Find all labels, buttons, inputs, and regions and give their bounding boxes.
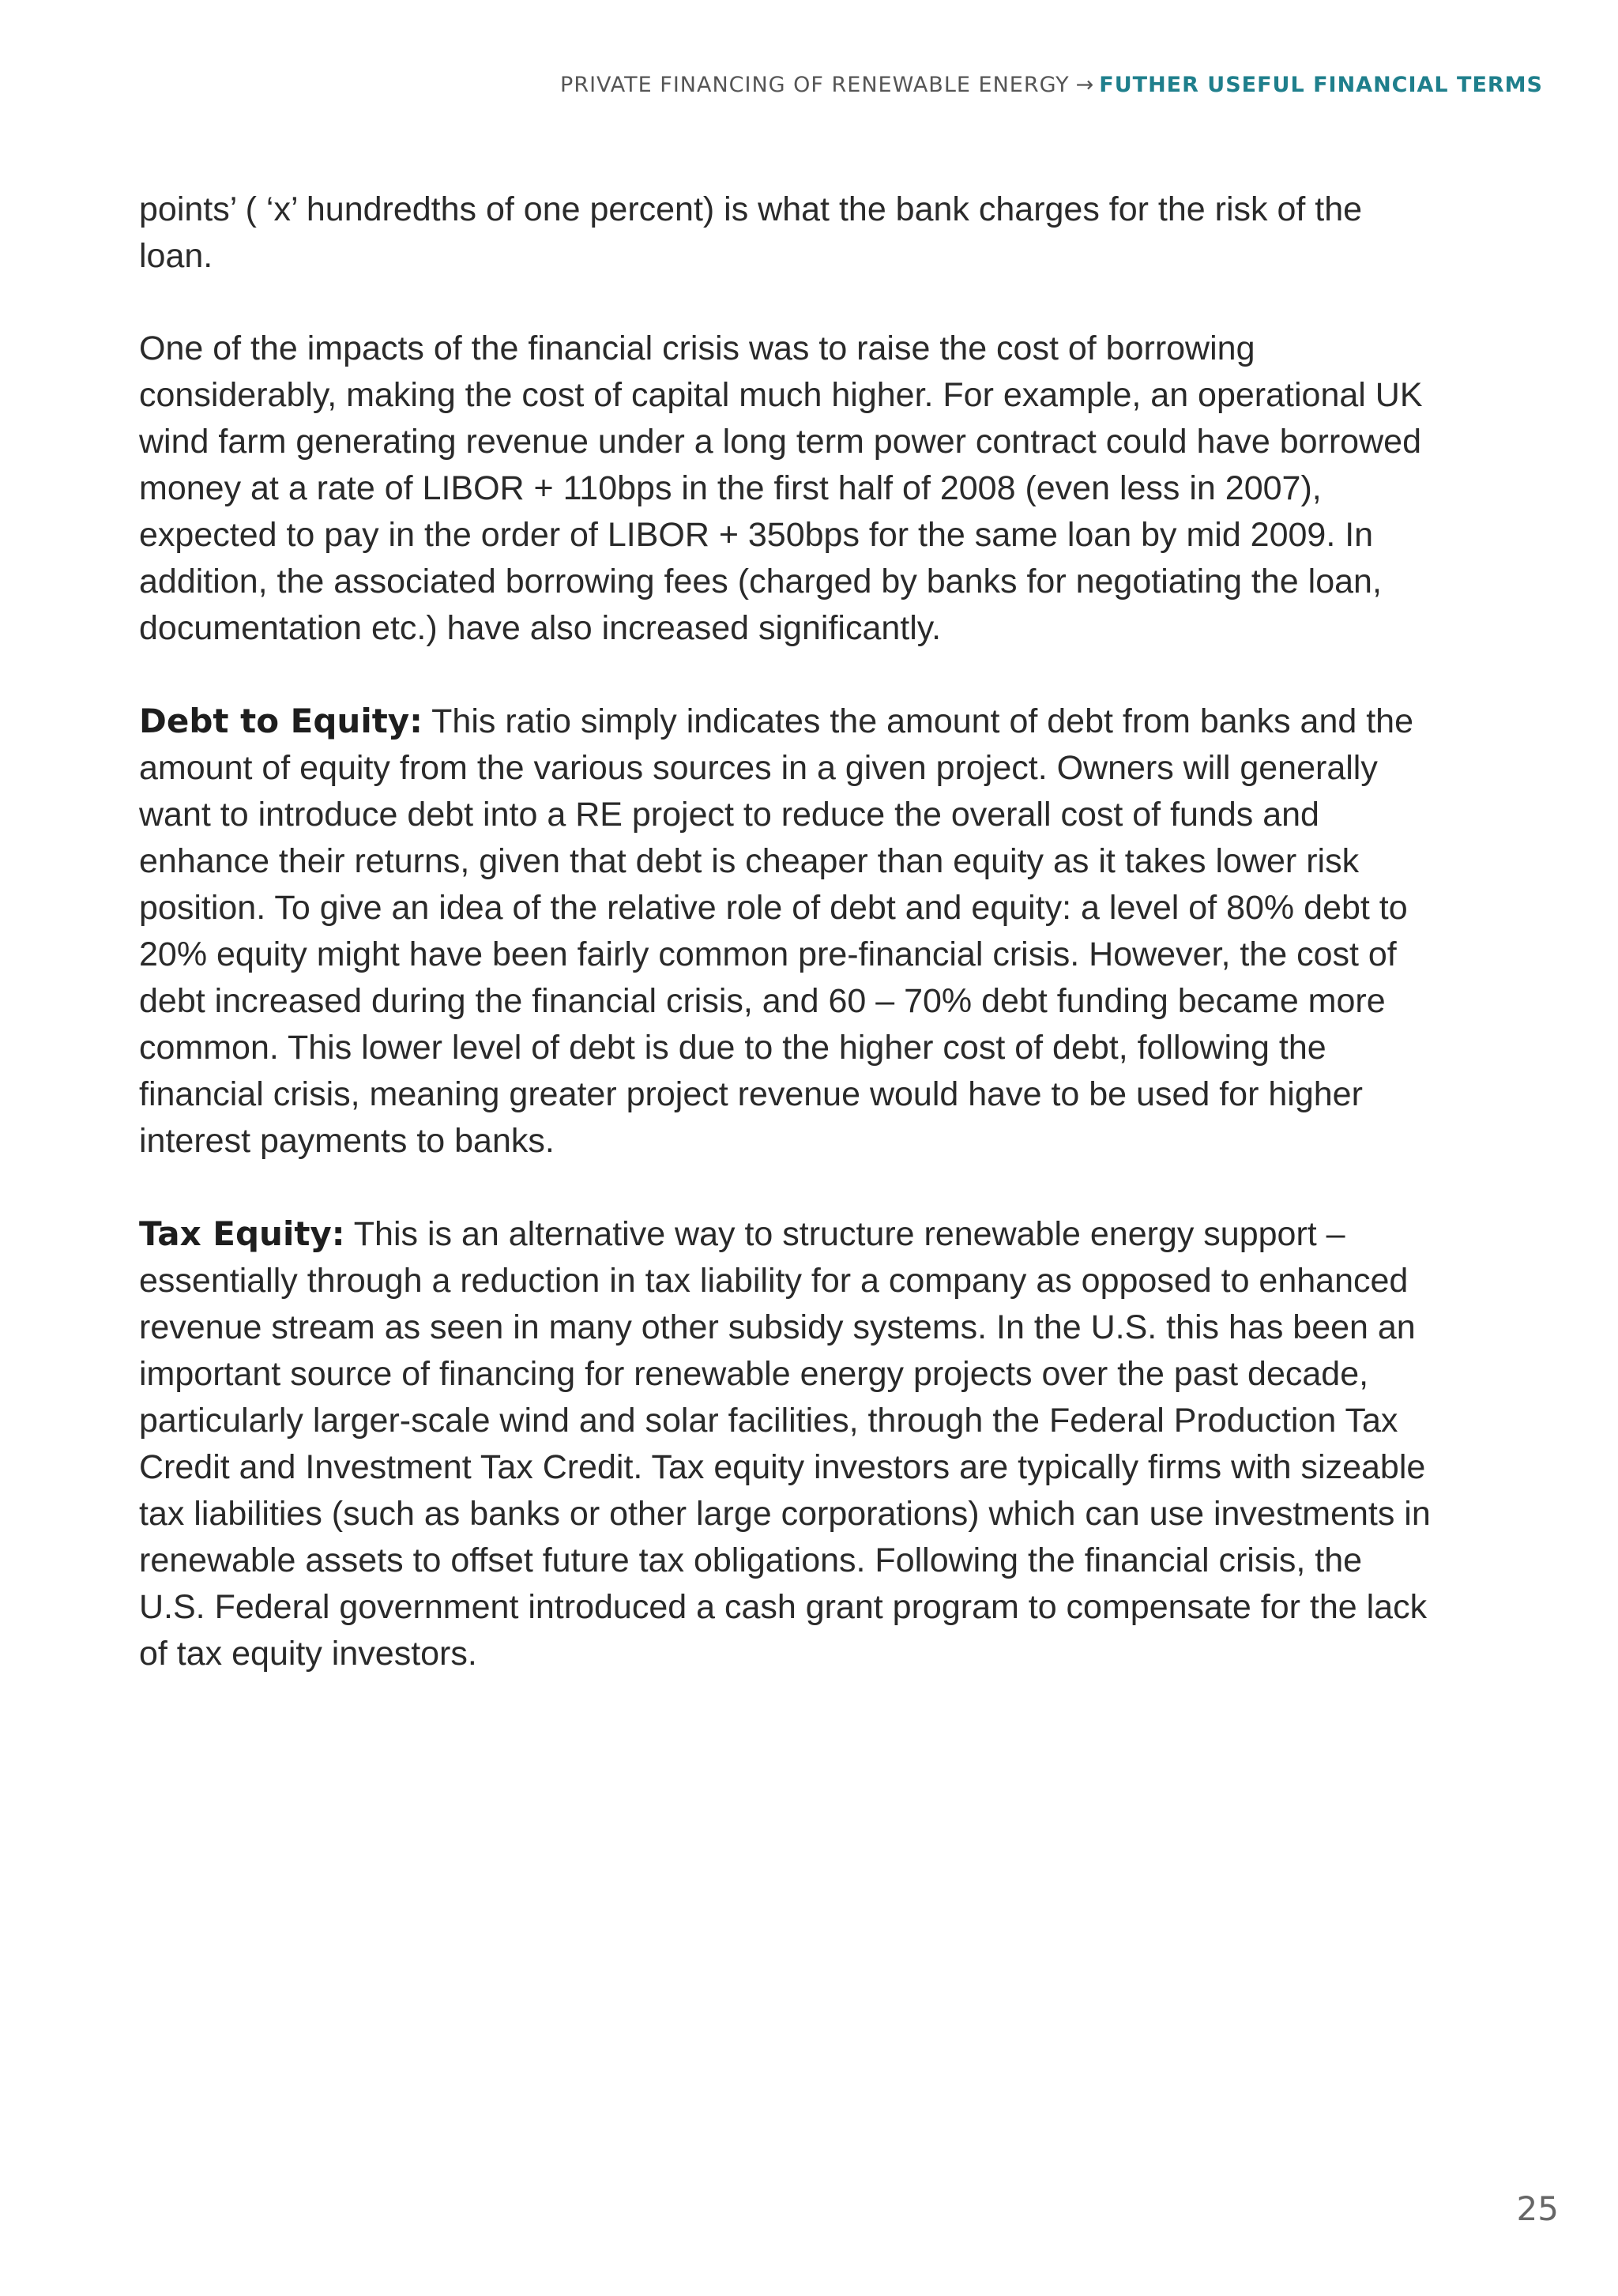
term-heading: Debt to Equity: — [139, 702, 423, 740]
paragraph-tax-equity — [139, 1210, 1435, 1677]
term-heading: Tax Equity: — [139, 1214, 345, 1253]
paragraph-financial-crisis-impact — [139, 326, 1435, 652]
document-title: PRIVATE FINANCING OF RENEWABLE ENERGY — [560, 73, 1070, 97]
paragraph-loan-points — [139, 186, 1435, 280]
paragraph-text: points’ ( ‘x’ hundredths of one percent) is what the bank charges for the risk of the loan. — [139, 190, 1363, 275]
running-header — [560, 73, 1543, 97]
paragraph-text: This is an alternative way to structure renewable energy support – essentially through a reduction in tax liability for a company as opposed to enhanced revenue stream as seen in many other subsidy systems. In the U.S. this has been an important source of financing for renewable energy projects over the past decade, particularly larger-scale wind and solar facilities, through the Federal Production Tax Credit and Investment Tax Credit. Tax equity investors are typically firms with sizeable tax liabilities (such as banks or other large corporations) which can use investments in renewable assets to offset future tax obligations. Following the financial crisis, the U.S. Federal government introduced a cash grant program to compensate for the lack of tax equity investors. — [139, 1215, 1431, 1673]
paragraph-text: This ratio simply indicates the amount of debt from banks and the amount of equity from the various sources in a given project. Owners will generally want to introduce debt into a RE project to reduce the overall cost of funds and enhance their returns, given that debt is cheaper than equity as it takes lower risk position. To give an idea of the relative role of debt and equity: a level of 80% debt to 20% equity might have been fairly common pre-financial crisis. However, the cost of debt increased during the financial crisis, and 60 – 70% debt funding became more common. This lower level of debt is due to the higher cost of debt, following the financial crisis, meaning greater project revenue would have to be used for higher interest payments to banks. — [139, 702, 1414, 1160]
paragraph-text: One of the impacts of the financial crisis was to raise the cost of borrowing considerably, making the cost of capital much higher. For example, an operational UK wind farm generating revenue under a long term power contract could have borrowed money at a rate of LIBOR + 110bps in the first half of 2008 (even less in 2007), expected to pay in the order of LIBOR + 350bps for the same loan by mid 2009. In addition, the associated borrowing fees (charged by banks for negotiating the loan, documentation etc.) have also increased significantly. — [139, 329, 1423, 647]
page-number: 25 — [1516, 2189, 1559, 2228]
arrow-right-icon: → — [1075, 73, 1095, 97]
body-text — [139, 186, 1435, 1723]
paragraph-debt-to-equity — [139, 698, 1435, 1165]
section-title: FUTHER USEFUL FINANCIAL TERMS — [1099, 73, 1543, 97]
